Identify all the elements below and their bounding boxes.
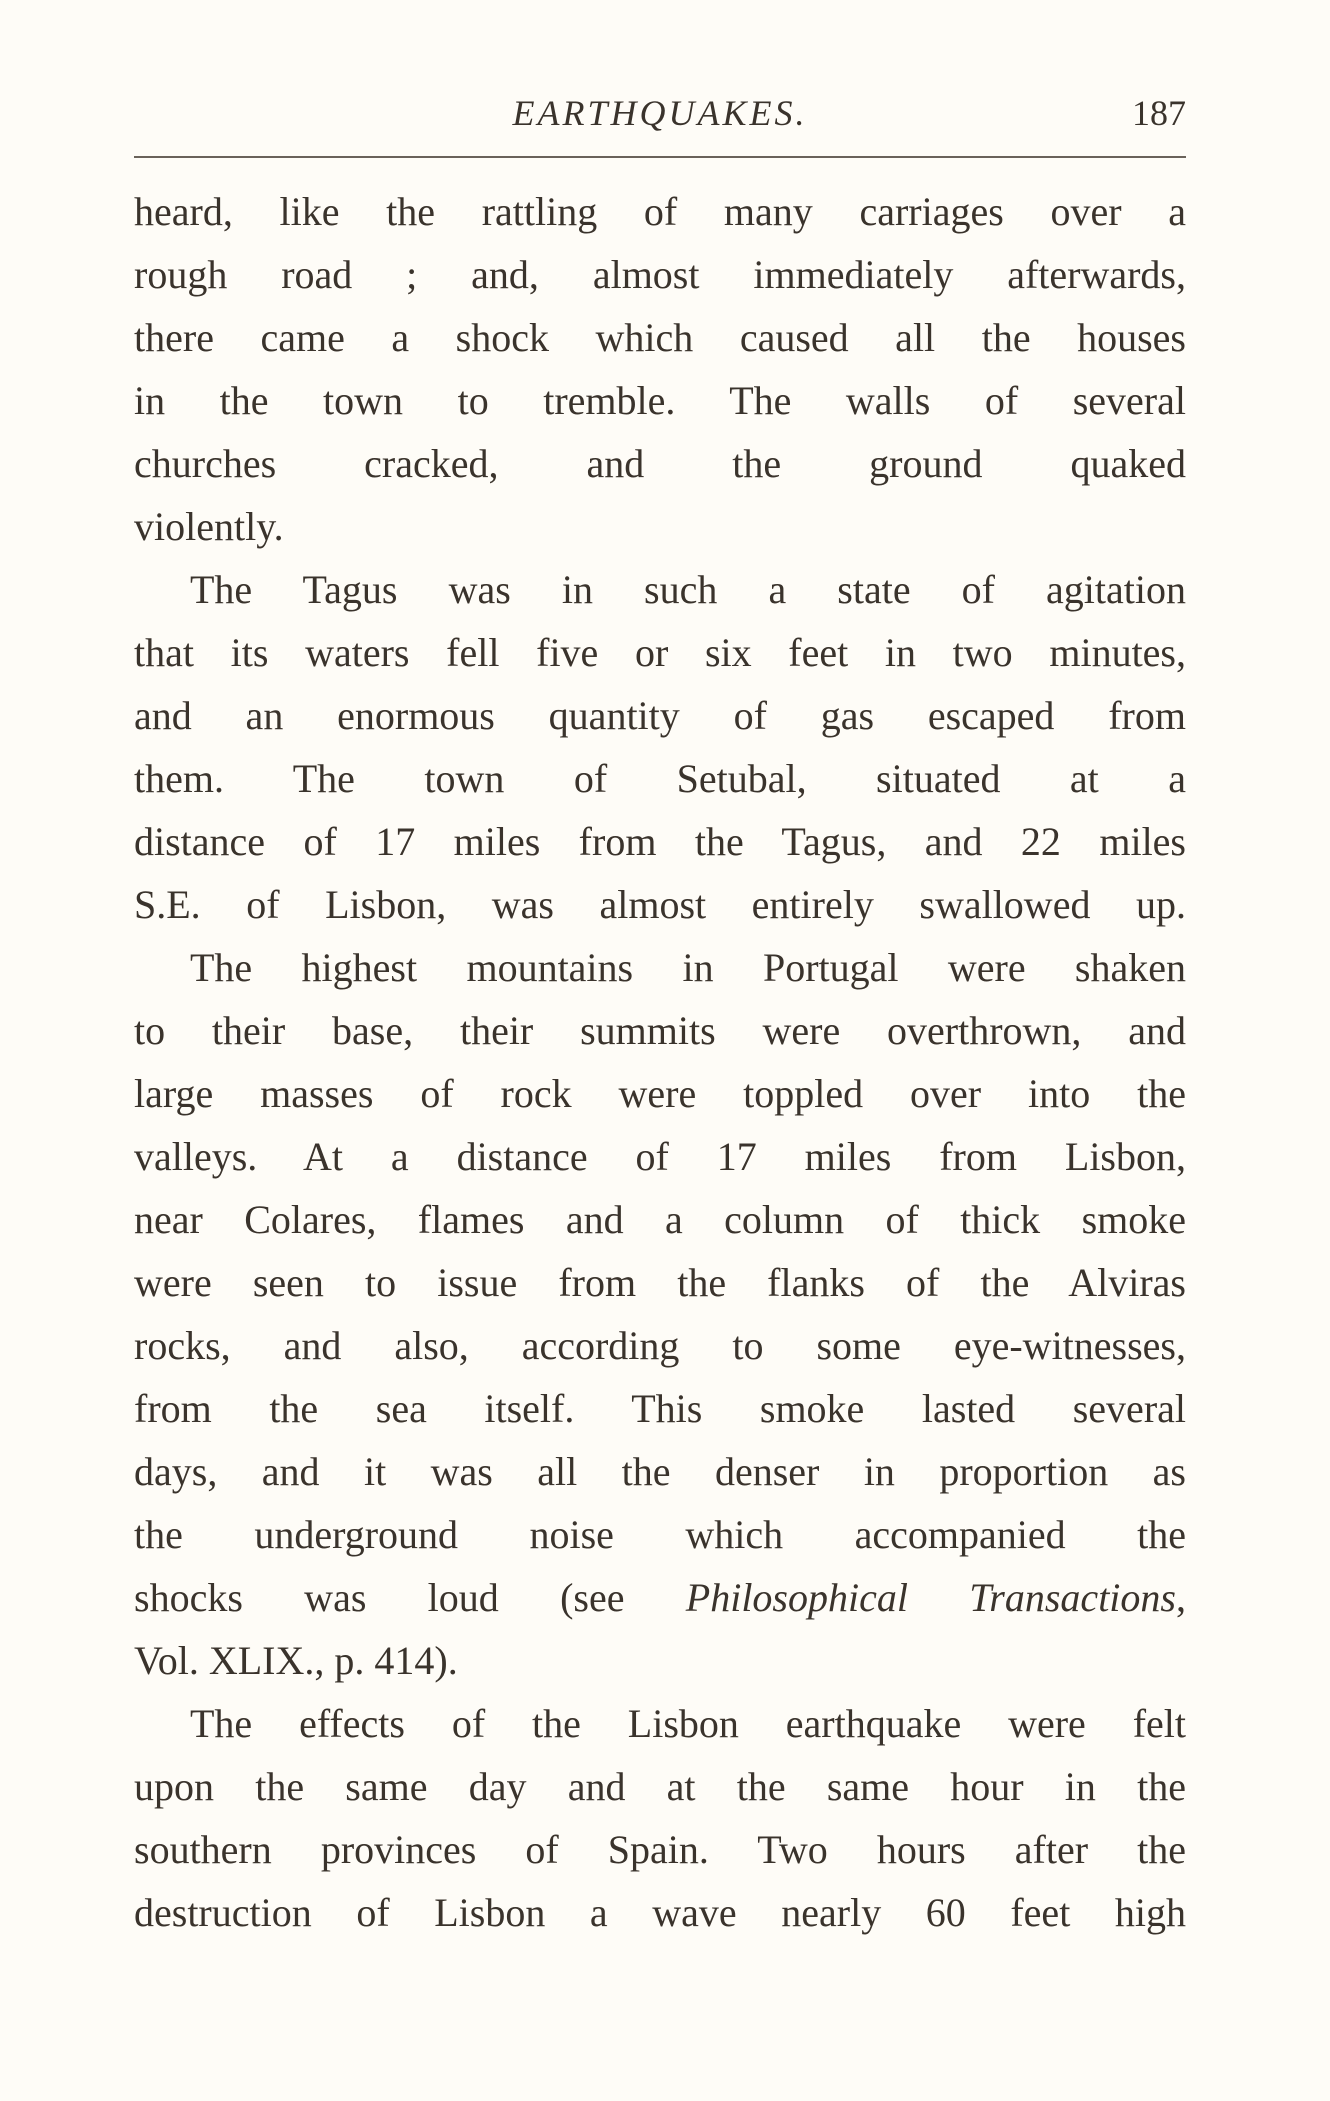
text-line: and an enormous quantity of gas escaped from bbox=[134, 693, 1186, 738]
text-line: Vol. XLIX., p. 414). bbox=[134, 1638, 458, 1683]
running-head bbox=[134, 88, 1186, 138]
text-line: distance of 17 miles from the Tagus, and 22 miles bbox=[134, 819, 1186, 864]
text-line: The Tagus was in such a state of agitation bbox=[190, 567, 1186, 612]
citation-lead: shocks was loud (see bbox=[134, 1575, 686, 1620]
text-line-citation bbox=[134, 1566, 1186, 1629]
text-line: in the town to tremble. The walls of several bbox=[134, 378, 1186, 423]
text-line: near Colares, flames and a column of thick smoke bbox=[134, 1197, 1186, 1242]
text-line: The effects of the Lisbon earthquake were felt bbox=[190, 1701, 1186, 1746]
text-line: southern provinces of Spain. Two hours after the bbox=[134, 1827, 1186, 1872]
text-line: rocks, and also, according to some eye-witnesses, bbox=[134, 1323, 1186, 1368]
text-line: there came a shock which caused all the houses bbox=[134, 315, 1186, 360]
text-line: S.E. of Lisbon, was almost entirely swallowed up. bbox=[134, 882, 1186, 927]
text-line: valleys. At a distance of 17 miles from Lisbon, bbox=[134, 1134, 1186, 1179]
page-number: 187 bbox=[1132, 93, 1186, 133]
text-line: heard, like the rattling of many carriages over a bbox=[134, 189, 1186, 234]
text-line: destruction of Lisbon a wave nearly 60 feet high bbox=[134, 1890, 1186, 1935]
text-line: The highest mountains in Portugal were shaken bbox=[190, 945, 1186, 990]
header-rule bbox=[134, 156, 1186, 158]
text-line: rough road ; and, almost immediately afterwards, bbox=[134, 252, 1186, 297]
text-line: to their base, their summits were overthrown, and bbox=[134, 1008, 1186, 1053]
text-line: violently. bbox=[134, 504, 284, 549]
text-line: churches cracked, and the ground quaked bbox=[134, 441, 1186, 486]
running-title: EARTHQUAKES. bbox=[512, 93, 808, 133]
citation-title: Philosophical Transactions bbox=[685, 1575, 1176, 1620]
citation-tail: , bbox=[1175, 1575, 1186, 1620]
text-line: upon the same day and at the same hour in the bbox=[134, 1764, 1186, 1809]
body-text bbox=[134, 180, 1186, 1944]
text-line: days, and it was all the denser in proportion as bbox=[134, 1449, 1186, 1494]
text-line: the underground noise which accompanied the bbox=[134, 1512, 1186, 1557]
text-line: large masses of rock were toppled over into the bbox=[134, 1071, 1186, 1116]
text-line: that its waters fell five or six feet in two minutes, bbox=[134, 630, 1186, 675]
text-line: them. The town of Setubal, situated at a bbox=[134, 756, 1186, 801]
text-line: from the sea itself. This smoke lasted several bbox=[134, 1386, 1186, 1431]
text-line: were seen to issue from the flanks of the Alviras bbox=[134, 1260, 1186, 1305]
